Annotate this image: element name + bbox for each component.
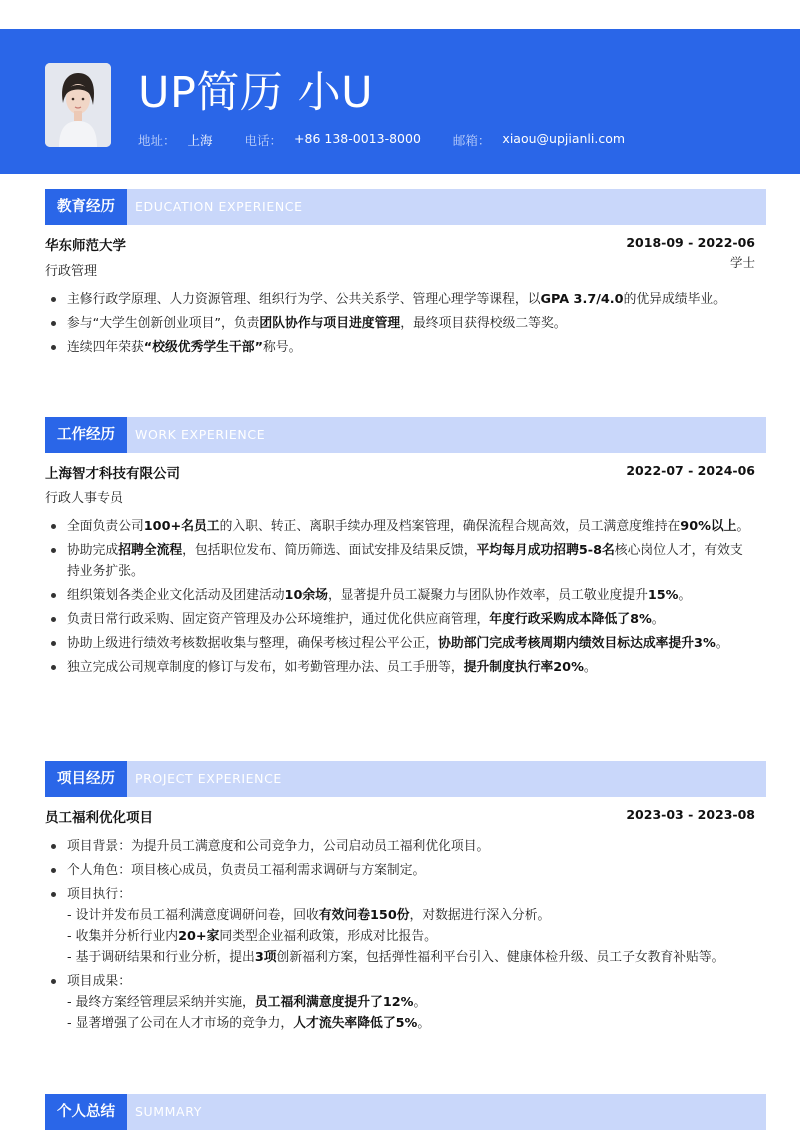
company-name: 上海智才科技有限公司 [45,466,180,482]
section-title: 教育经历 [45,189,127,225]
major: 行政管理 [45,264,98,279]
list-item: 负责日常行政采购、固定资产管理及办公环境维护，通过优化供应商管理，年度行政采购成本降低了8%。 [45,609,755,630]
contact-info [138,131,657,149]
portrait-photo [45,63,111,147]
list-item: 独立完成公司规章制度的修订与发布，如考勤管理办法、员工手册等，提升制度执行率20%。 [45,657,755,678]
section-subtitle: SUMMARY [135,1104,202,1119]
resume-name: UP简历 小U [138,68,374,118]
list-item: 个人角色：项目核心成员，负责员工福利需求调研与方案制定。 [45,860,755,881]
phone-label: 电话： [244,133,283,148]
email-value: xiaou@upjianli.com [502,131,626,146]
email-label: 邮箱： [452,133,491,148]
section-project-header [45,761,766,797]
section-subtitle: EDUCATION EXPERIENCE [135,199,303,214]
position: 行政人事专员 [45,491,124,506]
project-bullets [45,836,755,1037]
list-item: 协助完成招聘全流程，包括职位发布、简历筛选、面试安排及结果反馈，平均每月成功招聘5-8名核心岗位人才，有效支持业务扩张。 [45,540,755,582]
section-title: 个人总结 [45,1094,127,1130]
degree: 学士 [729,255,755,270]
address-label: 地址： [138,133,176,148]
address-value: 上海 [187,133,213,148]
section-summary-header [45,1094,766,1130]
section-subtitle: PROJECT EXPERIENCE [135,771,282,786]
section-subtitle: WORK EXPERIENCE [135,427,266,442]
work-date: 2022-07 - 2024-06 [626,463,755,478]
avatar [45,63,111,147]
resume-header [0,29,800,174]
list-item: 组织策划各类企业文化活动及团建活动10余场，显著提升员工凝聚力与团队协作效率，员工敬业度提升15%。 [45,585,755,606]
list-item: 项目背景：为提升员工满意度和公司竞争力，公司启动员工福利优化项目。 [45,836,755,857]
list-item: 协助上级进行绩效考核数据收集与整理，确保考核过程公平公正，协助部门完成考核周期内绩效目标达成率提升3%。 [45,633,755,654]
list-item: 全面负责公司100+名员工的入职、转正、离职手续办理及档案管理，确保流程合规高效，员工满意度维持在90%以上。 [45,516,755,537]
section-education-header [45,189,766,225]
school-name: 华东师范大学 [45,238,126,254]
list-item: 连续四年荣获“校级优秀学生干部”称号。 [45,337,755,358]
project-date: 2023-03 - 2023-08 [626,807,755,822]
education-bullets [45,289,755,361]
list-item: 主修行政学原理、人力资源管理、组织行为学、公共关系学、管理心理学等课程，以GPA 3.7/4.0的优异成绩毕业。 [45,289,755,310]
project-name: 员工福利优化项目 [45,810,153,826]
work-bullets [45,516,755,681]
section-title: 工作经历 [45,417,127,453]
list-item: 项目执行： - 设计并发布员工福利满意度调研问卷，回收有效问卷150份，对数据进行深入分析。 - 收集并分析行业内20+家同类型企业福利政策，形成对比报告。 - 基于调研结果和行业分析，提出3项创新福利方案，包括弹性福利平台引入、健康体检升级、员工子女教育补贴等。 [45,884,755,968]
section-work-header [45,417,766,453]
education-date: 2018-09 - 2022-06 [626,235,755,250]
section-title: 项目经历 [45,761,127,797]
phone-value: +86 138-0013-8000 [294,131,421,146]
list-item: 项目成果： - 最终方案经管理层采纳并实施，员工福利满意度提升了12%。 - 显著增强了公司在人才市场的竞争力，人才流失率降低了5%。 [45,971,755,1034]
list-item: 参与“大学生创新创业项目”，负责团队协作与项目进度管理，最终项目获得校级二等奖。 [45,313,755,334]
